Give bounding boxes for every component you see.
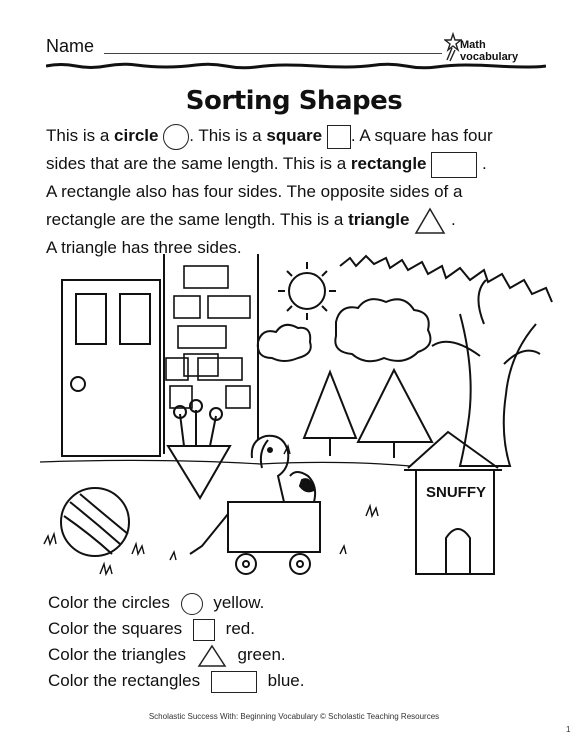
intro-line-3: A rectangle also has four sides. The opposite sides of a (46, 182, 463, 201)
intro-line-4 (46, 206, 546, 234)
flower-pot (168, 400, 230, 498)
instruction-squares (48, 616, 448, 642)
shape-scene (40, 254, 560, 584)
sun (278, 262, 336, 320)
dog (252, 436, 315, 502)
instruction-text: Color the squares (48, 619, 183, 638)
bricks (166, 266, 250, 408)
instruction-rectangles (48, 668, 448, 694)
name-line (104, 53, 442, 54)
instruction-color: blue. (267, 671, 305, 690)
intro-line-2 (46, 150, 546, 178)
grass (44, 446, 378, 574)
intro-line-5: A triangle has three sides. (46, 238, 242, 257)
instruction-color: red. (225, 619, 255, 638)
circle-example (163, 124, 189, 150)
doghouse-sign: SNUFFY (426, 484, 486, 501)
cloud-small (258, 325, 311, 361)
page-title: Sorting Shapes (185, 86, 403, 116)
triangle-word: triangle (348, 210, 410, 229)
coloring-instructions (48, 590, 448, 694)
topic-label: Math vocabulary (460, 39, 519, 63)
circle-key (181, 593, 203, 615)
square-key (193, 619, 215, 641)
triangle-key (197, 644, 227, 668)
footer-credit: Scholastic Success With: Beginning Vocabulary © Scholastic Teaching Resources (148, 712, 440, 721)
wagon (190, 502, 320, 574)
circle-word: circle (114, 126, 159, 145)
instruction-circles (48, 590, 448, 616)
instruction-color: yellow. (213, 593, 265, 612)
rectangle-example (431, 152, 477, 178)
intro-text-run: This is a (46, 126, 115, 145)
header-rule (46, 62, 546, 70)
triangle-trees (304, 370, 432, 458)
ball (61, 488, 129, 556)
intro-text-run: . (481, 154, 487, 173)
instruction-text: Color the triangles (48, 645, 186, 664)
page-header (46, 36, 546, 76)
intro-text-run: sides that are the same length. This is a (46, 154, 351, 173)
intro-text-run: . This is a (189, 126, 267, 145)
rectangle-word: rectangle (350, 154, 427, 173)
name-label: Name (46, 36, 95, 56)
instruction-text: Color the circles (48, 593, 170, 612)
instruction-color: green. (237, 645, 286, 664)
page-number: 1 (566, 725, 571, 734)
cloud-large (335, 299, 430, 361)
door-illustration (62, 280, 160, 456)
intro-line-1 (46, 122, 546, 150)
square-word: square (266, 126, 323, 145)
doghouse (404, 432, 502, 574)
instruction-triangles (48, 642, 448, 668)
square-example (327, 125, 351, 149)
intro-text-run: . (450, 210, 456, 229)
rectangle-key (211, 671, 257, 693)
triangle-example (414, 207, 446, 235)
ground-line (40, 460, 410, 466)
intro-text (46, 122, 546, 262)
instruction-text: Color the rectangles (48, 671, 201, 690)
intro-text-run: rectangle are the same length. This is a (46, 210, 349, 229)
intro-text-run: . A square has four (350, 126, 493, 145)
